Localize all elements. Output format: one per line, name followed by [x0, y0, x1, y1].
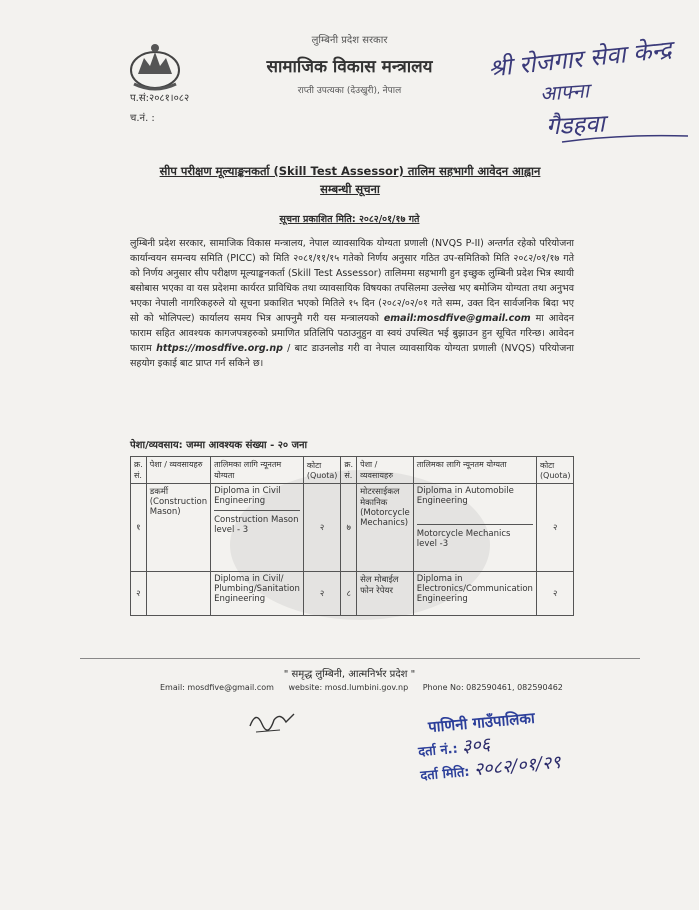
published-date: सूचना प्रकाशित मिति: २०८२/०१/१७ गते	[279, 214, 420, 225]
notice-title-line2: सम्बन्धी सूचना	[320, 182, 380, 196]
header-sn-1: क्र. सं.	[131, 457, 147, 484]
qualification-cell	[413, 484, 536, 572]
handwritten-line3: गैडहवा	[545, 109, 606, 141]
occupation-np: डकर्मी	[149, 487, 169, 497]
body-part1: लुम्बिनी प्रदेश सरकार, सामाजिक विकास मन्त्रालय, नेपाल व्यावसायिक योग्यता प्रणाली (NVQS P-II) अन्तर्गत रहेको परियोजना कार्यान्वयन समन्वय समिति (PICC) को मिति २०८१/११/१५ गतेको निर्णय अनुसार गठित उप-समितिको मिति २०८२/०१/१७ गते को निर्णय अनुसार सीप परीक्षण मूल्याङ्कनकर्ता (Skill Test Assessor) तालिममा सहभागी हुन इच्छुक लुम्बिनी प्रदेश भित्र स्थायी बसोबास भएका वा यस प्रदेशमा कार्यरत प्राविधिक तथा व्यावसायिक विषयका तपसिलमा उल्लेख भए बमोजिम योग्यता तथा अनुभव भएका नेपाली नागरिकहरुले यो सूचना प्रकाशित भएको मितिले १५ दिन (२०८२/०२/०१ गते सम्म, उक्त दिन सार्वजनिक बिदा भए सो को भोलिपल्ट) कार्यालय समय भित्र आफ्नुमै गरी यस मन्त्रालयको	[130, 238, 574, 324]
table-header-row	[131, 457, 574, 484]
occupation-cell	[146, 484, 210, 572]
sn-cell: १	[131, 484, 147, 572]
ministry-address: राप्ती उपत्यका (देउखुरी), नेपाल	[297, 86, 402, 96]
registration-stamp	[415, 706, 561, 786]
footer-divider	[80, 658, 640, 659]
header-qualification-2: तालिमका लागि न्यूनतम योग्यता	[413, 457, 536, 484]
occupation-en: (Motorcycle Mechanics)	[360, 508, 410, 528]
qualification-cell: Diploma in Electronics/Communication Engineering	[413, 572, 536, 616]
occupation-np: मोटरसाईकल मेकानिक	[360, 487, 400, 508]
handwritten-addressee: श्री रोजगार सेवा केन्द्र	[487, 35, 673, 83]
header-qualification-1: तालिमका लागि न्यूनतम योग्यता	[211, 457, 304, 484]
letter-number: प.सं:२०८१।०८२	[130, 93, 190, 104]
header-occupation-1: पेशा / व्यवसायहरु	[146, 457, 210, 484]
notice-title-line1: सीप परीक्षण मूल्याङ्कनकर्ता (Skill Test Assessor) तालिम सहभागी आवेदन आह्वान	[159, 164, 541, 178]
notice-title	[90, 162, 610, 198]
footer-contacts	[160, 683, 575, 692]
quota-cell: २	[303, 572, 341, 616]
stamp-date: २०८२/०१/२९	[472, 751, 562, 781]
occupation-cell	[146, 572, 210, 616]
footer-phone: Phone No: 082590461, 082590462	[422, 683, 563, 692]
handwritten-line2: आफ्ना	[539, 78, 590, 106]
table-caption: पेशा/व्यवसाय: जम्मा आवश्यक संख्या - २० जना	[130, 440, 308, 451]
signature-icon	[246, 706, 298, 736]
government-name: लुम्बिनी प्रदेश सरकार	[311, 35, 388, 46]
header-occupation-2: पेशा / व्यवसायहरु	[357, 457, 414, 484]
body-part3: / बाट डाउनलोड गरी वा नेपाल व्यावसायिक योग्यता प्रणाली (NVQS) परियोजना सहयोग इकाई बाट प्राप्त गर्न सकिने छ।	[130, 343, 574, 369]
sn-cell: ७	[341, 484, 357, 572]
occupation-cell	[357, 484, 414, 572]
sn-cell: ८	[341, 572, 357, 616]
footer-website[interactable]: website: mosd.lumbini.gov.np	[288, 683, 409, 692]
qualification-a: Diploma in Automobile Engineering	[417, 486, 533, 525]
body-part2: मा आवेदन फाराम सहित आवश्यक कागजपत्रहरुको प्रमाणित प्रतिलिपि पठाउनुहुन वा स्वयं उपस्थित भई बुझाउन हुन सूचित गरिन्छ। आवेदन फाराम	[130, 313, 574, 354]
website-link[interactable]: https://mosdfive.org.np	[156, 343, 283, 354]
table-row	[131, 572, 574, 616]
qualification-b: Construction Mason level - 3	[214, 515, 299, 535]
qualification-cell: Diploma in Civil/ Plumbing/Sanitation Engineering	[211, 572, 304, 616]
stamp-date-label: दर्ता मिति:	[419, 764, 471, 785]
notice-body	[130, 236, 574, 371]
qualification-cell	[211, 484, 304, 572]
occupation-en: (Construction Mason)	[149, 497, 208, 517]
quota-cell: २	[536, 484, 574, 572]
quota-cell: २	[536, 572, 574, 616]
contact-email[interactable]: email:mosdfive@gmail.com	[383, 313, 531, 324]
occupation-table	[130, 456, 574, 616]
occupation-cell: सेल मोबाईल फोन रेपेयर	[357, 572, 414, 616]
header-sn-2: क्र. सं.	[341, 457, 357, 484]
qualification-a: Diploma in Civil Engineering	[214, 486, 300, 511]
quota-cell: २	[303, 484, 341, 572]
header-quota-2: कोटा (Quota)	[536, 457, 574, 484]
table-row	[131, 484, 574, 572]
ministry-name: सामाजिक विकास मन्त्रालय	[266, 57, 433, 77]
qualification-b: Motorcycle Mechanics level -3	[416, 529, 511, 549]
footer-email[interactable]: Email: mosdfive@gmail.com	[160, 683, 274, 692]
stamp-office: पाणिनी गाउँपालिका	[427, 708, 536, 737]
handwritten-underline	[560, 132, 690, 144]
header-quota-1: कोटा (Quota)	[303, 457, 341, 484]
footer-motto: " समृद्ध लुम्बिनी, आत्मनिर्भर प्रदेश "	[283, 669, 416, 680]
stamp-darta-number: ३०६	[461, 733, 491, 758]
dispatch-number: च.नं. :	[130, 113, 155, 124]
stamp-darta-label: दर्ता नं.:	[417, 741, 459, 761]
sn-cell: २	[131, 572, 147, 616]
